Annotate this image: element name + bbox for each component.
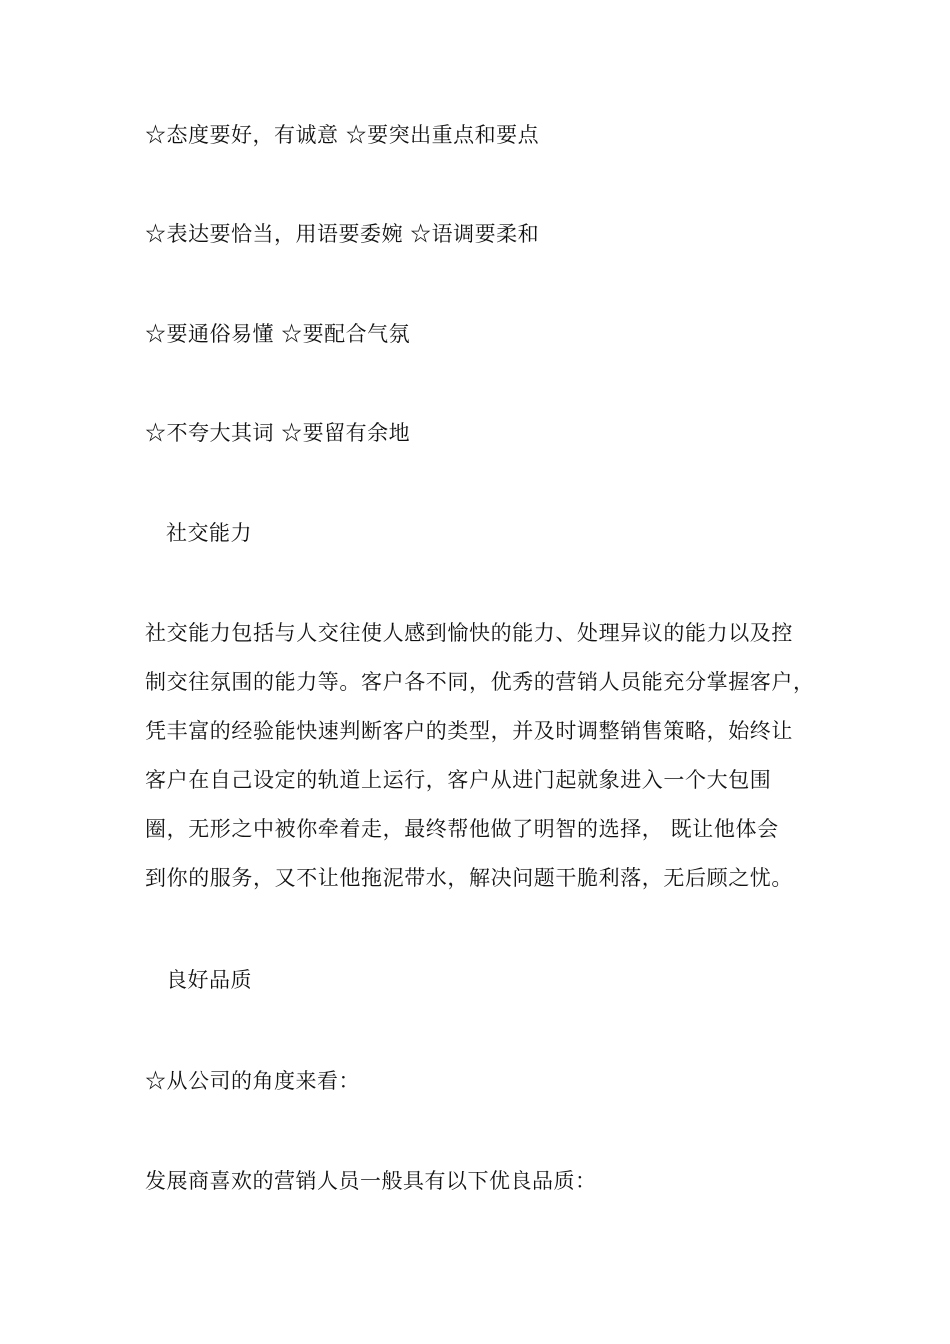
paragraph-line: 客户在自己设定的轨道上运行，客户从进门起就象进入一个大包围 xyxy=(145,768,772,792)
paragraph-line: 圈，无形之中被你牵着走，最终帮他做了明智的选择， 既让他体会 xyxy=(145,817,779,841)
qualities-intro-line: 发展商喜欢的营销人员一般具有以下优良品质： xyxy=(145,1169,597,1193)
company-perspective-line: ☆从公司的角度来看： xyxy=(145,1069,360,1093)
paragraph-line: 社交能力包括与人交往使人感到愉快的能力、处理异议的能力以及控 xyxy=(145,621,793,645)
paragraph-line: 凭丰富的经验能快速判断客户的类型，并及时调整销售策略，始终让 xyxy=(145,719,793,743)
paragraph-line: 制交往氛围的能力等。客户各不同，优秀的营销人员能充分掌握客户， xyxy=(145,670,815,694)
section-heading-social-skills: 社交能力 xyxy=(166,521,252,545)
tip-line-expression: ☆表达要恰当，用语要委婉 ☆语调要柔和 xyxy=(145,222,540,246)
social-skills-paragraph xyxy=(145,618,815,912)
tip-line-no-exaggeration: ☆不夸大其词 ☆要留有余地 xyxy=(145,421,411,445)
tip-line-plain-language: ☆要通俗易懂 ☆要配合气氛 xyxy=(145,322,411,346)
section-heading-good-qualities: 良好品质 xyxy=(166,968,252,992)
paragraph-line: 到你的服务，又不让他拖泥带水，解决问题干脆利落，无后顾之忧。 xyxy=(145,866,793,890)
tip-line-attitude: ☆态度要好，有诚意 ☆要突出重点和要点 xyxy=(145,123,540,147)
